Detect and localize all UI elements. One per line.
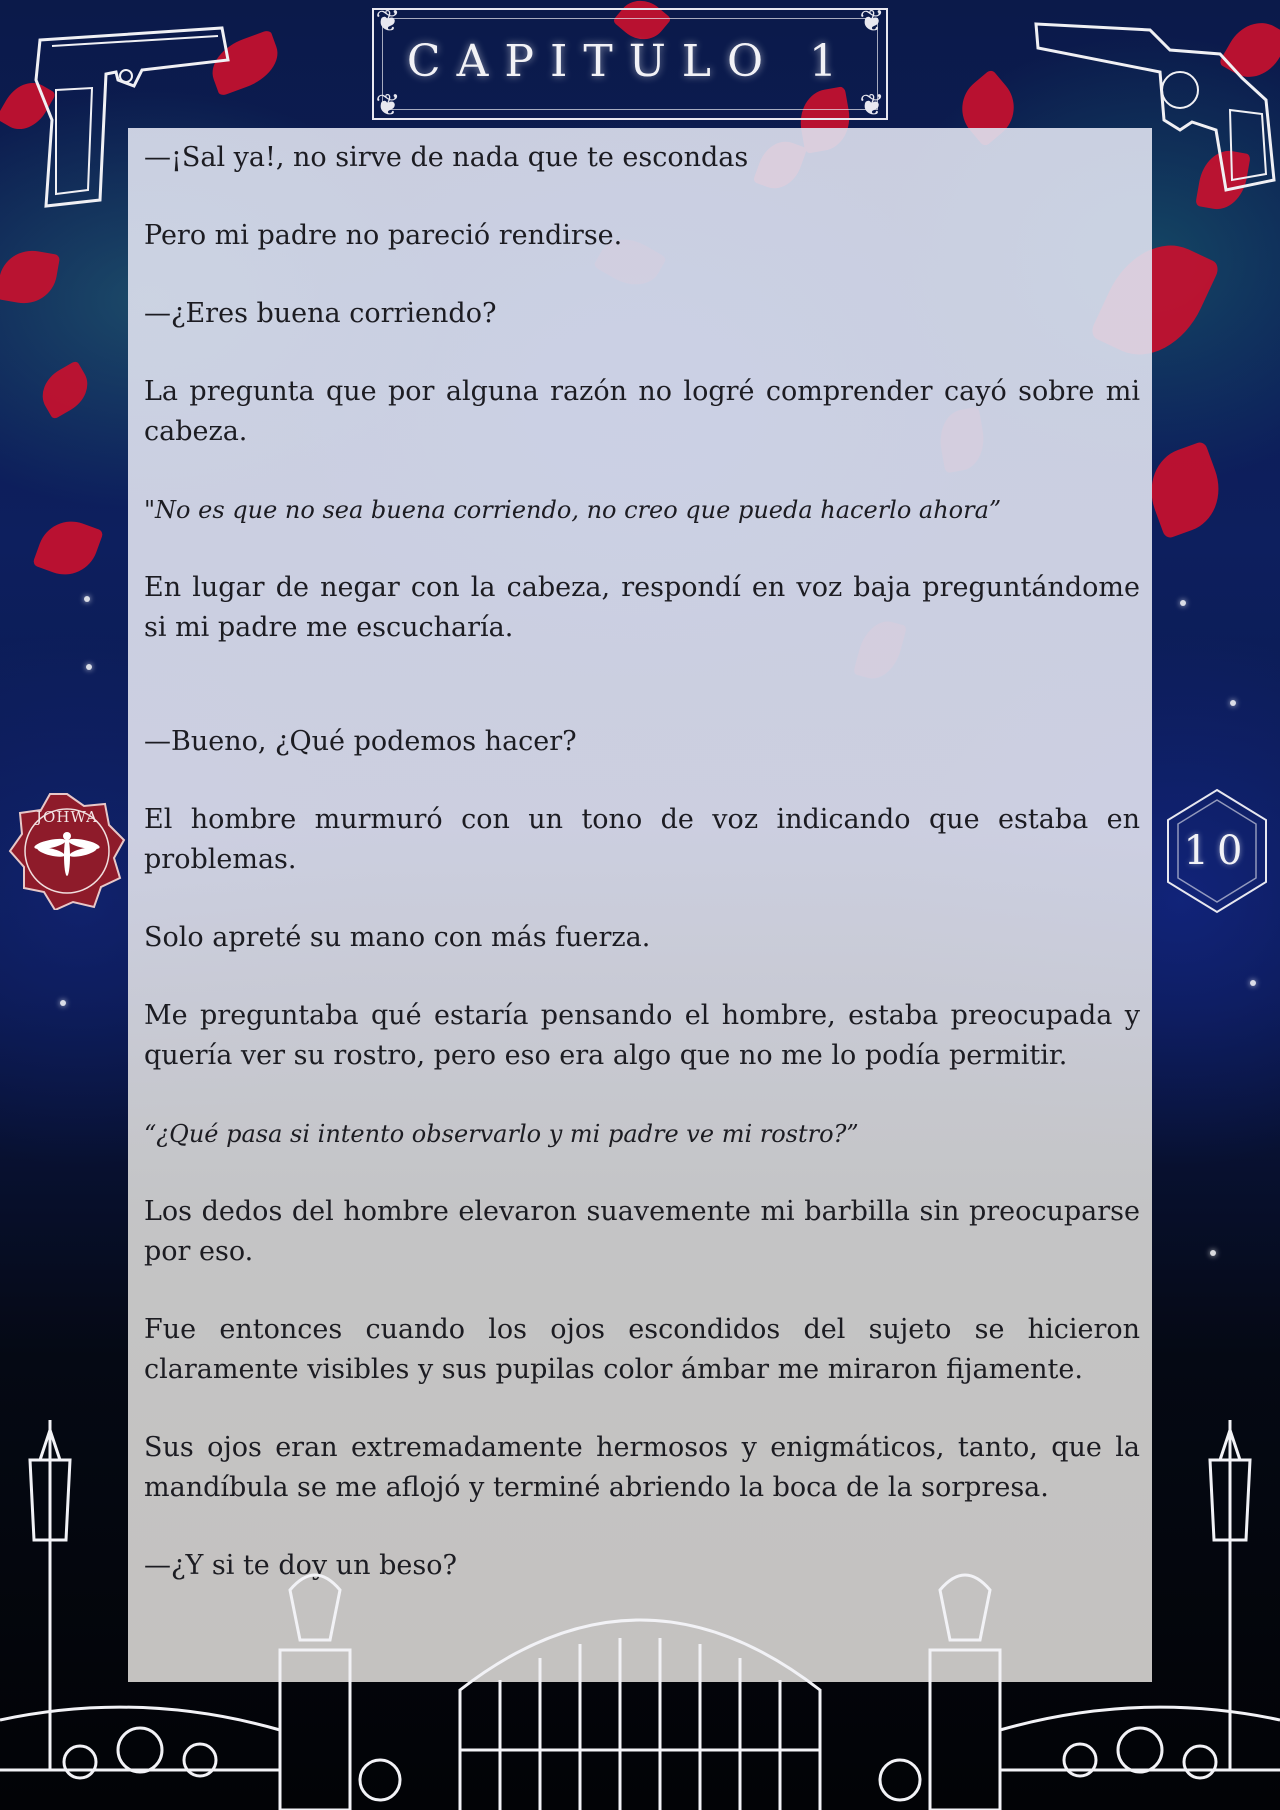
- ornament-icon: ❦: [859, 4, 885, 39]
- paragraph: —¿Eres buena corriendo?: [144, 298, 497, 329]
- spacer: [144, 686, 1140, 722]
- sparkle: [1230, 700, 1236, 706]
- paragraph: Sus ojos eran extremadamente hermosos y enigmáticos, tanto, que la mandíbula se me aflojó y terminé abriendo la boca de la sorpresa.: [144, 1432, 1140, 1503]
- sparkle: [1210, 1250, 1216, 1256]
- rose-petal: [1138, 440, 1231, 539]
- paragraph: En lugar de negar con la cabeza, respondí en voz baja preguntándome si mi padre me escucharía.: [144, 572, 1140, 643]
- paragraph: —¡Sal ya!, no sirve de nada que te escondas: [144, 142, 749, 173]
- paragraph: —Bueno, ¿Qué podemos hacer?: [144, 726, 577, 757]
- badge-label: JOHWA: [36, 808, 98, 826]
- sparkle: [60, 1000, 66, 1006]
- sparkle: [86, 664, 92, 670]
- ornament-icon: ❦: [375, 88, 401, 123]
- paragraph: —¿Y si te doy un beso?: [144, 1550, 457, 1581]
- paragraph: El hombre murmuró con un tono de voz indicando que estaba en problemas.: [144, 804, 1140, 875]
- chapter-title: CAPITULO 1: [406, 36, 854, 87]
- sparkle: [1250, 980, 1256, 986]
- paragraph: Los dedos del hombre elevaron suavemente mi barbilla sin preocuparse por eso.: [144, 1196, 1140, 1267]
- rose-petal: [0, 246, 60, 309]
- ornament-icon: ❦: [375, 4, 401, 39]
- rose-petal: [33, 360, 96, 420]
- paragraph: La pregunta que por alguna razón no logré comprender cayó sobre mi cabeza.: [144, 376, 1140, 447]
- page-number: 10: [1183, 828, 1251, 874]
- paragraph-thought: "No es que no sea buena corriendo, no creo que pueda hacerlo ahora”: [144, 496, 1002, 524]
- ornament-icon: ❦: [859, 88, 885, 123]
- rose-petal: [32, 512, 104, 584]
- paragraph: Pero mi padre no pareció rendirse.: [144, 220, 623, 251]
- sparkle: [1180, 600, 1186, 606]
- paragraph-thought: “¿Qué pasa si intento observarlo y mi padre ve mi rostro?”: [144, 1120, 859, 1148]
- paragraph: Fue entonces cuando los ojos escondidos del sujeto se hicieron claramente visibles y sus pupilas color ámbar me miraron fijamente.: [144, 1314, 1140, 1385]
- sparkle: [84, 596, 90, 602]
- paragraph: Me preguntaba qué estaría pensando el hombre, estaba preocupada y quería ver su rostro, pero eso era algo que no me lo podía permitir.: [144, 1000, 1140, 1071]
- paragraph: Solo apreté su mano con más fuerza.: [144, 922, 651, 953]
- iron-gate-illustration: [0, 1390, 1280, 1810]
